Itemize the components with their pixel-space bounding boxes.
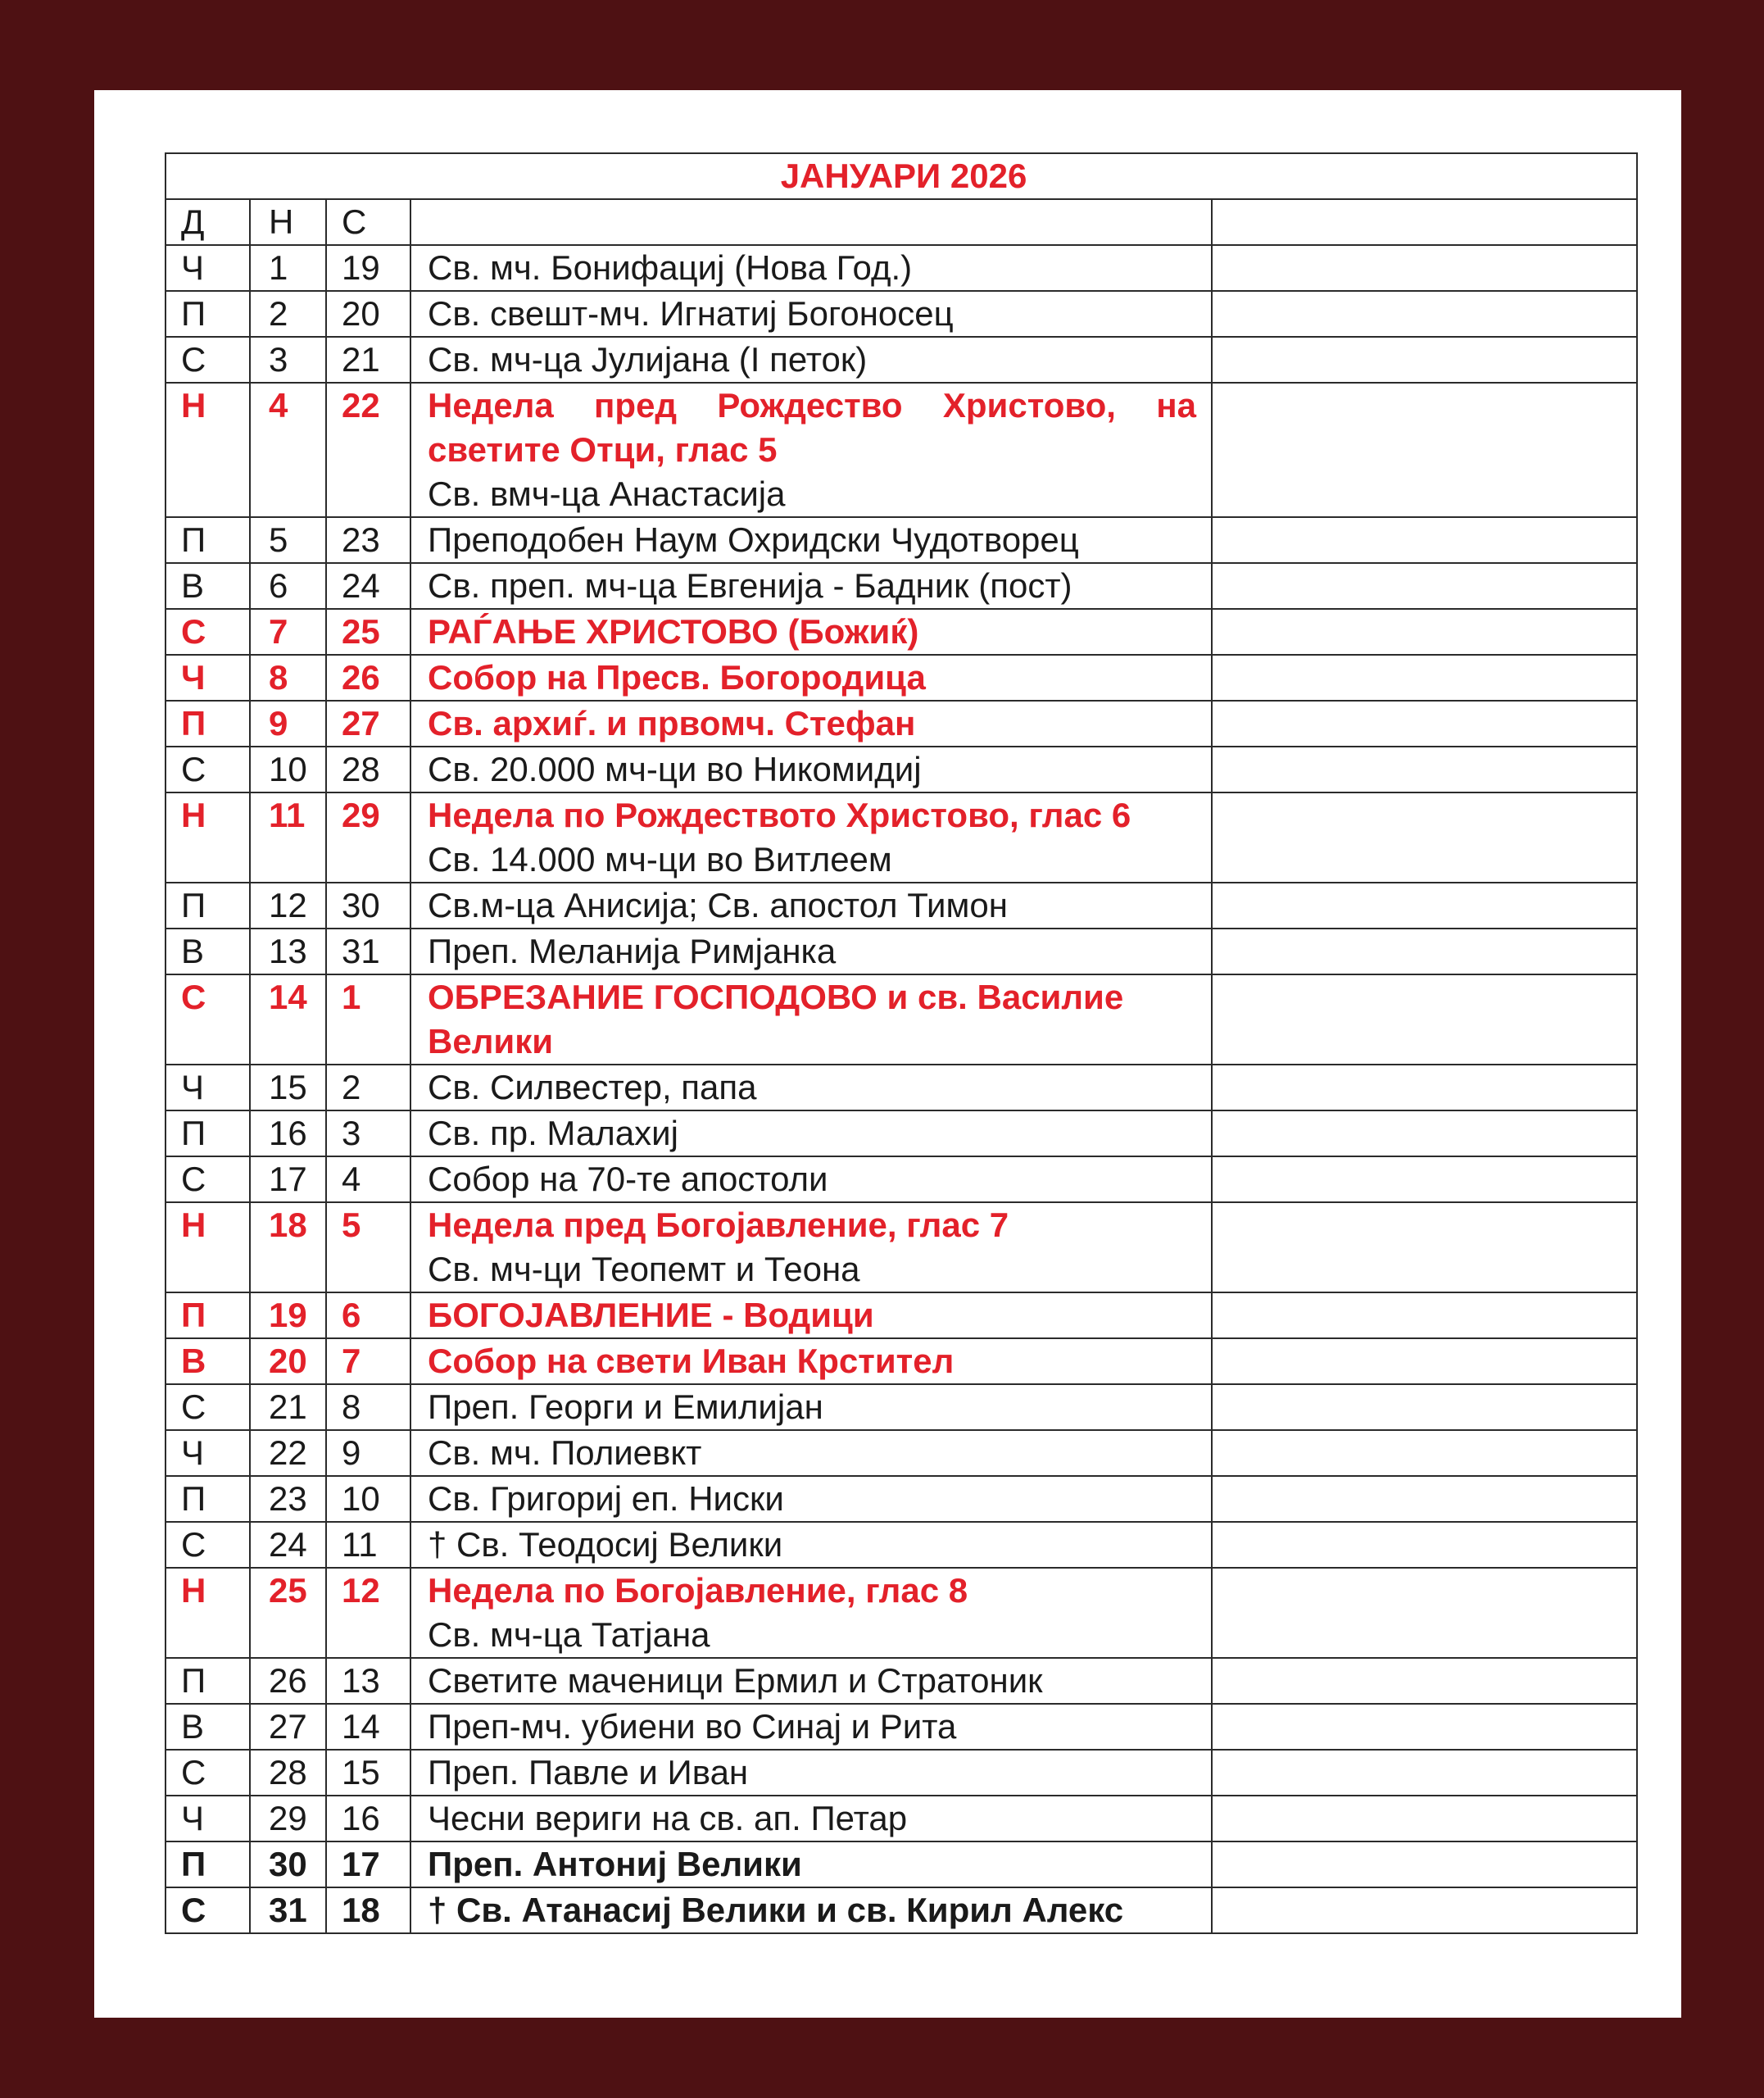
feast-cell (410, 1384, 1212, 1430)
new-style-date-cell: 4 (250, 383, 326, 517)
notes-cell (1212, 1841, 1637, 1887)
old-style-date-cell: 30 (326, 883, 410, 929)
weekday-cell: С (166, 1887, 250, 1933)
feast-cell (410, 1476, 1212, 1522)
feast-cell (410, 291, 1212, 337)
feast-name: Недела по Богојавление, глас 8 (428, 1571, 968, 1610)
feast-cell (410, 1110, 1212, 1156)
weekday-cell: С (166, 747, 250, 792)
feast-name: Светите маченици Ермил и Стратоник (428, 1661, 1043, 1700)
feast-cell (410, 337, 1212, 383)
notes-cell (1212, 747, 1637, 792)
feast-subtitle: Св. мч-ца Татјана (428, 1615, 710, 1654)
calendar-row (166, 701, 1637, 747)
feast-cell (410, 974, 1212, 1065)
new-style-date-cell: 20 (250, 1338, 326, 1384)
feast-cell (410, 245, 1212, 291)
new-style-date-cell: 1 (250, 245, 326, 291)
weekday-cell: П (166, 291, 250, 337)
notes-cell (1212, 383, 1637, 517)
feast-cell (410, 792, 1212, 883)
feast-name: Преп. Павле и Иван (428, 1753, 749, 1791)
feast-cell (410, 1292, 1212, 1338)
calendar-row (166, 517, 1637, 563)
feast-cell (410, 563, 1212, 609)
old-style-date-cell: 20 (326, 291, 410, 337)
feast-cell (410, 1568, 1212, 1658)
feast-name: Недела пред Богојавление, глас 7 (428, 1206, 1009, 1244)
old-style-date-cell: 27 (326, 701, 410, 747)
notes-cell (1212, 701, 1637, 747)
feast-name: Св. свешт-мч. Игнатиј Богоносец (428, 294, 954, 333)
feast-name: РАЃАЊЕ ХРИСТОВО (Божиќ) (428, 612, 919, 651)
notes-cell (1212, 1704, 1637, 1750)
weekday-cell: Н (166, 1568, 250, 1658)
new-style-date-cell: 12 (250, 883, 326, 929)
feast-name: Св. Григориј еп. Ниски (428, 1479, 784, 1518)
calendar-row (166, 655, 1637, 701)
calendar-row (166, 1338, 1637, 1384)
weekday-cell: П (166, 1476, 250, 1522)
calendar-row (166, 1841, 1637, 1887)
old-style-date-cell: 12 (326, 1568, 410, 1658)
notes-cell (1212, 929, 1637, 974)
header-weekday: Д (166, 199, 250, 245)
new-style-date-cell: 24 (250, 1522, 326, 1568)
new-style-date-cell: 5 (250, 517, 326, 563)
feast-subtitle: Св. вмч-ца Анастасија (428, 475, 786, 513)
feast-cell (410, 883, 1212, 929)
feast-name: Недела пред Рождество Христово, на светите Отци, глас 5 (428, 386, 1196, 469)
old-style-date-cell: 18 (326, 1887, 410, 1933)
feast-cell (410, 1065, 1212, 1110)
header-notes (1212, 199, 1637, 245)
new-style-date-cell: 29 (250, 1796, 326, 1841)
feast-cell (410, 1750, 1212, 1796)
weekday-cell: П (166, 1658, 250, 1704)
title-row (166, 153, 1637, 199)
header-new-style-date: Н (250, 199, 326, 245)
calendar-row (166, 1156, 1637, 1202)
calendar-page (94, 90, 1681, 2018)
notes-cell (1212, 1750, 1637, 1796)
old-style-date-cell: 13 (326, 1658, 410, 1704)
new-style-date-cell: 21 (250, 1384, 326, 1430)
old-style-date-cell: 10 (326, 1476, 410, 1522)
old-style-date-cell: 14 (326, 1704, 410, 1750)
feast-cell (410, 747, 1212, 792)
weekday-cell: В (166, 1704, 250, 1750)
weekday-cell: С (166, 1156, 250, 1202)
weekday-cell: Н (166, 383, 250, 517)
notes-cell (1212, 1522, 1637, 1568)
notes-cell (1212, 609, 1637, 655)
feast-cell (410, 609, 1212, 655)
old-style-date-cell: 2 (326, 1065, 410, 1110)
weekday-cell: Н (166, 1202, 250, 1292)
new-style-date-cell: 18 (250, 1202, 326, 1292)
old-style-date-cell: 3 (326, 1110, 410, 1156)
calendar-row (166, 1202, 1637, 1292)
new-style-date-cell: 28 (250, 1750, 326, 1796)
notes-cell (1212, 517, 1637, 563)
new-style-date-cell: 23 (250, 1476, 326, 1522)
notes-cell (1212, 1338, 1637, 1384)
weekday-cell: С (166, 337, 250, 383)
old-style-date-cell: 8 (326, 1384, 410, 1430)
notes-cell (1212, 655, 1637, 701)
calendar-row (166, 792, 1637, 883)
weekday-cell: Ч (166, 1796, 250, 1841)
feast-name: Преп. Антониј Велики (428, 1845, 802, 1883)
header-row (166, 199, 1637, 245)
old-style-date-cell: 5 (326, 1202, 410, 1292)
feast-cell (410, 1202, 1212, 1292)
new-style-date-cell: 25 (250, 1568, 326, 1658)
feast-cell (410, 1658, 1212, 1704)
weekday-cell: В (166, 563, 250, 609)
notes-cell (1212, 974, 1637, 1065)
feast-cell (410, 1887, 1212, 1933)
old-style-date-cell: 21 (326, 337, 410, 383)
feast-cell (410, 1156, 1212, 1202)
weekday-cell: П (166, 701, 250, 747)
new-style-date-cell: 22 (250, 1430, 326, 1476)
feast-name: Св. преп. мч-ца Евгенија - Бадник (пост) (428, 566, 1072, 605)
feast-cell (410, 517, 1212, 563)
calendar-row (166, 1796, 1637, 1841)
calendar-row (166, 1430, 1637, 1476)
feast-name: ОБРЕЗАНИЕ ГОСПОДОВО и св. Василие Велики (428, 978, 1124, 1060)
notes-cell (1212, 1202, 1637, 1292)
feast-cell (410, 655, 1212, 701)
feast-name: Чесни вериги на св. ап. Петар (428, 1799, 908, 1837)
weekday-cell: П (166, 1292, 250, 1338)
feast-subtitle: Св. 14.000 мч-ци во Витлеем (428, 840, 892, 879)
notes-cell (1212, 563, 1637, 609)
feast-cell (410, 1796, 1212, 1841)
calendar-row (166, 1568, 1637, 1658)
old-style-date-cell: 28 (326, 747, 410, 792)
old-style-date-cell: 16 (326, 1796, 410, 1841)
calendar-row (166, 337, 1637, 383)
notes-cell (1212, 1887, 1637, 1933)
old-style-date-cell: 9 (326, 1430, 410, 1476)
calendar-row (166, 1065, 1637, 1110)
weekday-cell: Ч (166, 245, 250, 291)
notes-cell (1212, 1476, 1637, 1522)
old-style-date-cell: 7 (326, 1338, 410, 1384)
feast-name: Св. мч-ца Јулијана (I петок) (428, 340, 868, 379)
feast-subtitle: Св. мч-ци Теопемт и Теона (428, 1250, 860, 1288)
calendar-row (166, 1887, 1637, 1933)
feast-cell (410, 1704, 1212, 1750)
weekday-cell: Ч (166, 655, 250, 701)
weekday-cell: Ч (166, 1065, 250, 1110)
notes-cell (1212, 291, 1637, 337)
notes-cell (1212, 1384, 1637, 1430)
old-style-date-cell: 17 (326, 1841, 410, 1887)
header-feast (410, 199, 1212, 245)
notes-cell (1212, 1796, 1637, 1841)
feast-name: † Св. Теодосиј Велики (428, 1525, 783, 1564)
feast-name: Преп. Меланија Римјанка (428, 932, 837, 970)
feast-name: Недела по Рождеството Христово, глас 6 (428, 796, 1131, 834)
feast-name: Св. пр. Малахиј (428, 1114, 678, 1152)
feast-cell (410, 1430, 1212, 1476)
new-style-date-cell: 10 (250, 747, 326, 792)
calendar-row (166, 1704, 1637, 1750)
feast-name: Собор на 70-те апостоли (428, 1160, 828, 1198)
month-title: ЈАНУАРИ 2026 (166, 153, 1637, 199)
new-style-date-cell: 7 (250, 609, 326, 655)
notes-cell (1212, 1568, 1637, 1658)
feast-name: Св. Силвестер, папа (428, 1068, 757, 1106)
notes-cell (1212, 792, 1637, 883)
calendar-row (166, 1292, 1637, 1338)
notes-cell (1212, 1430, 1637, 1476)
feast-name: Собор на свети Иван Крстител (428, 1342, 955, 1380)
weekday-cell: В (166, 1338, 250, 1384)
new-style-date-cell: 30 (250, 1841, 326, 1887)
weekday-cell: П (166, 517, 250, 563)
feast-name: Преп-мч. убиени во Синај и Рита (428, 1707, 957, 1746)
weekday-cell: С (166, 609, 250, 655)
new-style-date-cell: 11 (250, 792, 326, 883)
weekday-cell: Н (166, 792, 250, 883)
calendar-row (166, 1750, 1637, 1796)
feast-cell (410, 383, 1212, 517)
feast-cell (410, 701, 1212, 747)
new-style-date-cell: 9 (250, 701, 326, 747)
weekday-cell: Ч (166, 1430, 250, 1476)
new-style-date-cell: 27 (250, 1704, 326, 1750)
old-style-date-cell: 31 (326, 929, 410, 974)
notes-cell (1212, 1292, 1637, 1338)
feast-name: Преподобен Наум Охридски Чудотворец (428, 520, 1079, 559)
calendar-row (166, 1384, 1637, 1430)
feast-cell (410, 929, 1212, 974)
calendar-row (166, 1110, 1637, 1156)
old-style-date-cell: 23 (326, 517, 410, 563)
calendar-row (166, 291, 1637, 337)
new-style-date-cell: 15 (250, 1065, 326, 1110)
weekday-cell: С (166, 1384, 250, 1430)
feast-cell (410, 1841, 1212, 1887)
weekday-cell: С (166, 1750, 250, 1796)
calendar-row (166, 609, 1637, 655)
weekday-cell: С (166, 974, 250, 1065)
calendar-row (166, 929, 1637, 974)
new-style-date-cell: 26 (250, 1658, 326, 1704)
notes-cell (1212, 883, 1637, 929)
old-style-date-cell: 15 (326, 1750, 410, 1796)
calendar-row (166, 383, 1637, 517)
notes-cell (1212, 337, 1637, 383)
calendar-row (166, 974, 1637, 1065)
new-style-date-cell: 13 (250, 929, 326, 974)
notes-cell (1212, 245, 1637, 291)
old-style-date-cell: 22 (326, 383, 410, 517)
calendar-row (166, 883, 1637, 929)
feast-name: † Св. Атанасиј Велики и св. Кирил Алекс (428, 1891, 1124, 1929)
new-style-date-cell: 16 (250, 1110, 326, 1156)
calendar-row (166, 747, 1637, 792)
new-style-date-cell: 14 (250, 974, 326, 1065)
old-style-date-cell: 11 (326, 1522, 410, 1568)
calendar-row (166, 1522, 1637, 1568)
new-style-date-cell: 17 (250, 1156, 326, 1202)
feast-cell (410, 1338, 1212, 1384)
feast-cell (410, 1522, 1212, 1568)
calendar-row (166, 563, 1637, 609)
feast-name: Св. мч. Бонифациј (Нова Год.) (428, 248, 913, 287)
feast-name: БОГОЈАВЛЕНИЕ - Водици (428, 1296, 874, 1334)
feast-name: Св. мч. Полиевкт (428, 1433, 702, 1472)
weekday-cell: П (166, 1841, 250, 1887)
old-style-date-cell: 24 (326, 563, 410, 609)
calendar-row (166, 1658, 1637, 1704)
new-style-date-cell: 6 (250, 563, 326, 609)
notes-cell (1212, 1156, 1637, 1202)
new-style-date-cell: 8 (250, 655, 326, 701)
old-style-date-cell: 25 (326, 609, 410, 655)
weekday-cell: П (166, 883, 250, 929)
feast-name: Св. 20.000 мч-ци во Никомидиј (428, 750, 922, 788)
new-style-date-cell: 19 (250, 1292, 326, 1338)
new-style-date-cell: 31 (250, 1887, 326, 1933)
new-style-date-cell: 3 (250, 337, 326, 383)
notes-cell (1212, 1110, 1637, 1156)
old-style-date-cell: 4 (326, 1156, 410, 1202)
weekday-cell: П (166, 1110, 250, 1156)
feast-name: Собор на Пресв. Богородица (428, 658, 926, 697)
new-style-date-cell: 2 (250, 291, 326, 337)
feast-name: Преп. Георги и Емилијан (428, 1387, 823, 1426)
notes-cell (1212, 1658, 1637, 1704)
feast-name: Св. архиѓ. и првомч. Стефан (428, 704, 916, 742)
feast-name: Св.м-ца Анисија; Св. апостол Тимон (428, 886, 1008, 924)
notes-cell (1212, 1065, 1637, 1110)
old-style-date-cell: 19 (326, 245, 410, 291)
header-old-style-date: С (326, 199, 410, 245)
old-style-date-cell: 26 (326, 655, 410, 701)
old-style-date-cell: 6 (326, 1292, 410, 1338)
calendar-row (166, 1476, 1637, 1522)
old-style-date-cell: 1 (326, 974, 410, 1065)
january-calendar-table (165, 152, 1638, 1934)
weekday-cell: В (166, 929, 250, 974)
weekday-cell: С (166, 1522, 250, 1568)
old-style-date-cell: 29 (326, 792, 410, 883)
calendar-row (166, 245, 1637, 291)
